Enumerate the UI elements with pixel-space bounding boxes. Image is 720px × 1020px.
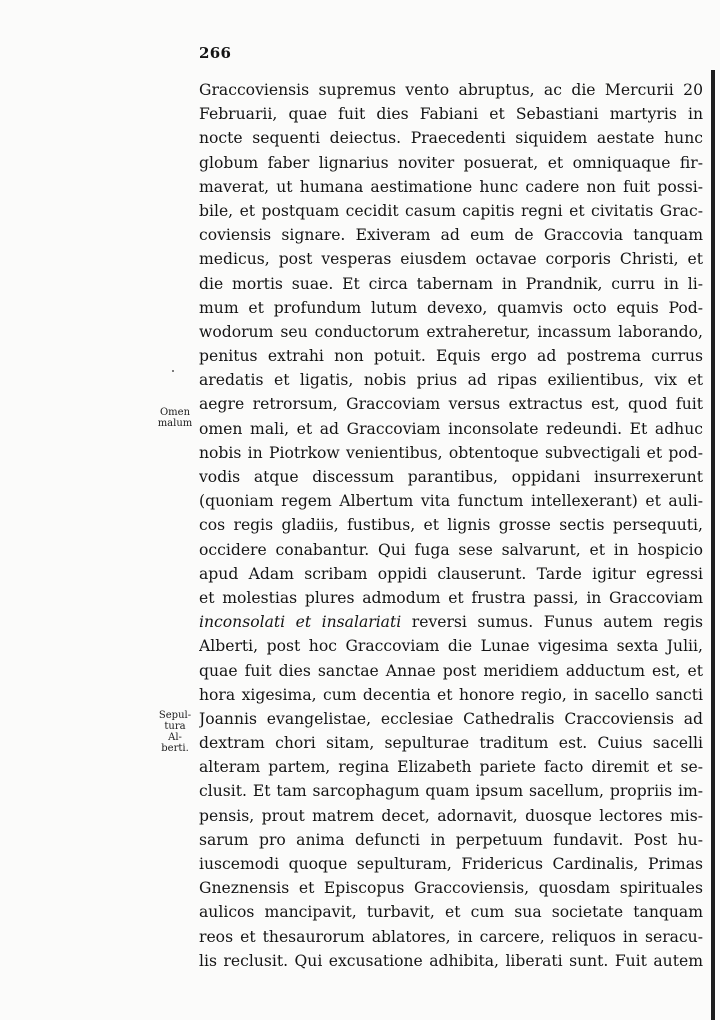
marginal-line: tura — [164, 721, 186, 732]
text-line: sarum pro anima defuncti in perpetuum fundavit. Post hu- — [199, 830, 703, 849]
text-line: cos regis gladiis, fustibus, et lignis grosse sectis persequuti, — [199, 516, 703, 535]
text-line: lis reclusit. Qui excusatione adhibita, liberati sunt. Fuit autem — [199, 951, 703, 970]
text-line: quae fuit dies sanctae Annae post meridiem adductum est, et — [199, 661, 703, 680]
marginal-note-omen — [152, 407, 198, 429]
text-line: apud Adam scribam oppidi clauserunt. Tarde igitur egressi — [199, 564, 703, 583]
text-line: alteram partem, regina Elizabeth pariete facto diremit et se- — [199, 758, 703, 777]
text-line: Gneznensis et Episcopus Graccoviensis, quosdam spirituales — [199, 879, 703, 898]
text-line: omen mali, et ad Graccoviam inconsolate redeundi. Et adhuc — [199, 419, 703, 438]
marginal-line: Sepul- — [158, 710, 192, 721]
text-line: nobis in Piotrkow venientibus, obtentoque subvectigali et pod- — [199, 443, 703, 462]
text-line: dextram chori sitam, sepulturae traditum est. Cuius sacelli — [199, 734, 703, 753]
text-line: nocte sequenti deiectus. Praecedenti siquidem aestate hunc — [199, 129, 703, 148]
text-line: aulicos mancipavit, turbavit, et cum sua societate tanquam — [199, 903, 703, 922]
text-line: coviensis signare. Exiveram ad eum de Graccovia tanquam — [199, 226, 703, 245]
text-line: occidere conabantur. Qui fuga sese salvarunt, et in hospicio — [199, 540, 703, 559]
text-line: maverat, ut humana aestimatione hunc cadere non fuit possi- — [199, 177, 703, 196]
text-line: et molestias plures admodum et frustra passi, in Graccoviam — [199, 588, 703, 607]
text-line: Joannis evangelistae, ecclesiae Cathedralis Craccoviensis ad — [199, 709, 703, 728]
text-line: medicus, post vesperas eiusdem octavae corporis Christi, et — [199, 250, 703, 269]
text-line: aegre retrorsum, Graccoviam versus extractus est, quod fuit — [199, 395, 703, 414]
text-line: bile, et postquam cecidit casum capitis regni et civitatis Grac- — [199, 201, 703, 220]
text-line: aredatis et ligatis, nobis prius ad ripas exilientibus, vix et — [199, 371, 703, 390]
text-line: reos et thesaurorum ablatores, in carcere, reliquos in seracu- — [199, 927, 703, 946]
marginal-line: Al- — [168, 732, 182, 743]
marginal-line: malum — [157, 418, 193, 429]
text-line: mum et profundum lutum devexo, quamvis octo equis Pod- — [199, 298, 703, 317]
body-text — [199, 78, 703, 973]
text-line: Alberti, post hoc Graccoviam die Lunae vigesima sexta Julii, — [199, 637, 703, 656]
page-edge-shadow — [711, 70, 715, 1020]
marginal-line: Omen — [159, 407, 191, 418]
text-line: vodis atque discessum parantibus, oppidani insurrexerunt — [199, 468, 703, 486]
text-line: (quoniam regem Albertum vita functum intellexerant) et auli- — [199, 492, 703, 511]
marginal-line: berti. — [161, 743, 189, 754]
text-line: Graccoviensis supremus vento abruptus, ac die Mercurii 20 — [199, 81, 703, 99]
text-line: Februarii, quae fuit dies Fabiani et Sebastiani martyris in — [199, 105, 703, 124]
text-line: wodorum seu conductorum extraheretur, incassum laborando, — [199, 322, 703, 341]
text-line: hora xigesima, cum decentia et honore regio, in sacello sancti — [199, 685, 703, 704]
italic-phrase: inconsolati et insalariati — [199, 613, 402, 632]
marginal-note-sepultura — [152, 710, 198, 754]
text-line: globum faber lignarius noviter posuerat, et omniquaque fir- — [199, 153, 703, 172]
text-line: inconsolati et insalariati reversi sumus. Funus autem regis — [199, 613, 703, 632]
text-line: pensis, prout matrem decet, adornavit, duosque lectores mis- — [199, 806, 703, 825]
page-number: 266 — [199, 44, 232, 62]
text-line: die mortis suae. Et circa tabernam in Prandnik, curru in li- — [199, 274, 703, 293]
text-line: penitus extrahi non potuit. Equis ergo ad postrema currus — [199, 347, 703, 366]
text-line: iuscemodi quoque sepulturam, Fridericus Cardinalis, Primas — [199, 855, 703, 873]
scan-speck — [172, 370, 174, 372]
text-line: clusit. Et tam sarcophagum quam ipsum sacellum, propriis im- — [199, 782, 703, 801]
